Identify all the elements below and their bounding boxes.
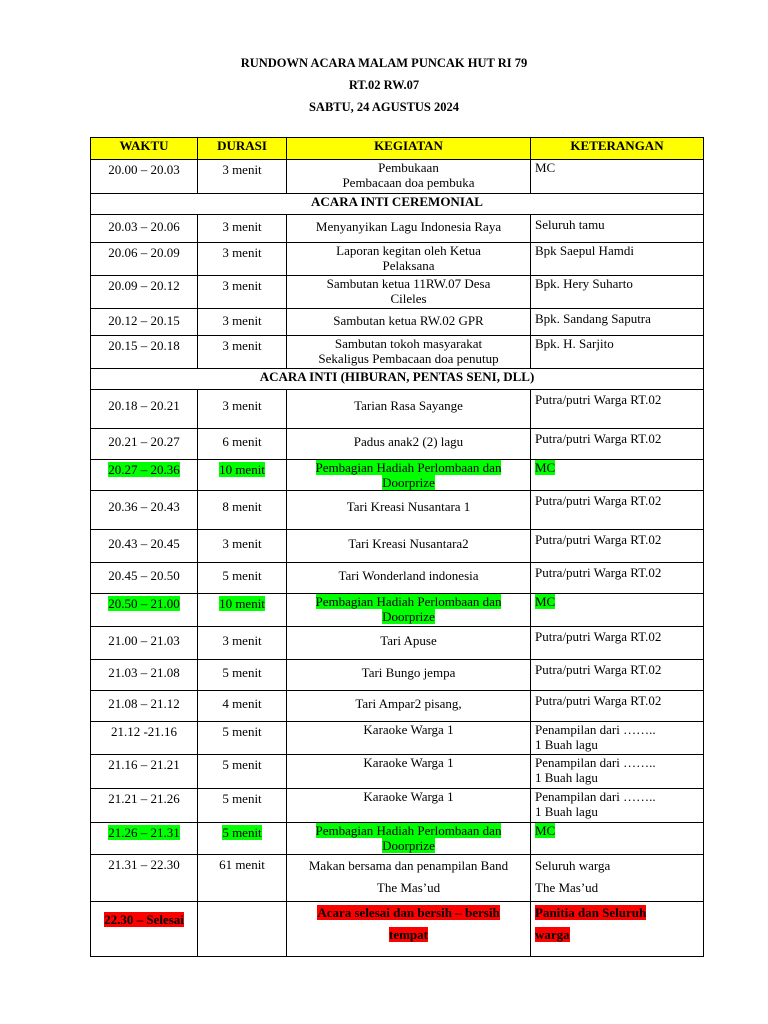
table-row	[91, 309, 704, 336]
activity-line-1: Makan bersama dan penampilan Band	[308, 858, 509, 873]
duration-text: 3 menit	[222, 278, 262, 293]
duration-text: 3 menit	[222, 536, 262, 551]
cell-kegiatan	[287, 390, 531, 429]
table-row	[91, 660, 704, 691]
cell-waktu	[91, 691, 198, 722]
activity-line-1: Tari Kreasi Nusantara 1	[346, 499, 471, 514]
note-line-1: Panitia dan Seluruh	[535, 905, 647, 920]
table-row	[91, 243, 704, 276]
table-row	[91, 429, 704, 460]
table-row	[91, 336, 704, 369]
activity-line-2: Doorprize	[382, 609, 435, 624]
cell-durasi	[198, 243, 287, 276]
activity-line-1: Sambutan ketua 11RW.07 Desa	[326, 276, 491, 291]
header-kegiatan: KEGIATAN	[287, 138, 531, 160]
note-line-1: MC	[535, 160, 556, 175]
duration-text: 5 menit	[222, 665, 262, 680]
title-line-2: RT.02 RW.07	[348, 78, 420, 92]
duration-text: 5 menit	[222, 791, 262, 806]
duration-text: 3 menit	[222, 398, 262, 413]
duration-text: 6 menit	[222, 434, 262, 449]
activity-line-1: Sambutan ketua RW.02 GPR	[333, 313, 484, 328]
cell-keterangan	[531, 660, 704, 691]
activity-line-1: Sambutan tokoh masyarakat	[334, 336, 483, 351]
cell-waktu	[91, 160, 198, 194]
table-header-row	[91, 138, 704, 160]
time-text: 22.30 – Selesai	[104, 912, 184, 927]
cell-waktu	[91, 563, 198, 594]
cell-waktu	[91, 823, 198, 855]
duration-text: 10 menit	[219, 596, 265, 611]
cell-keterangan	[531, 243, 704, 276]
note-line-2: 1 Buah lagu	[535, 770, 598, 785]
cell-durasi	[198, 722, 287, 755]
section-title: ACARA INTI (HIBURAN, PENTAS SENI, DLL)	[91, 369, 704, 390]
cell-keterangan	[531, 276, 704, 309]
cell-keterangan	[531, 530, 704, 563]
cell-keterangan	[531, 594, 704, 627]
activity-line-1: Karaoke Warga 1	[363, 755, 454, 770]
note-line-1: Putra/putri Warga RT.02	[535, 662, 662, 677]
activity-line-1: Tari Kreasi Nusantara2	[348, 536, 469, 551]
cell-kegiatan	[287, 530, 531, 563]
cell-kegiatan	[287, 276, 531, 309]
cell-durasi	[198, 789, 287, 823]
activity-line-2: Doorprize	[382, 475, 435, 490]
time-text: 20.00 – 20.03	[108, 162, 180, 177]
table-row	[91, 722, 704, 755]
cell-durasi	[198, 563, 287, 594]
note-line-1: Bpk. Hery Suharto	[535, 276, 633, 291]
note-line-2: The Mas’ud	[535, 880, 599, 895]
cell-durasi	[198, 902, 287, 957]
cell-waktu	[91, 594, 198, 627]
activity-line-2: Cileles	[390, 291, 427, 306]
title-line-3: SABTU, 24 AGUSTUS 2024	[308, 100, 460, 114]
duration-text: 8 menit	[222, 499, 262, 514]
cell-durasi	[198, 627, 287, 660]
duration-text: 3 menit	[222, 633, 262, 648]
duration-text: 5 menit	[222, 568, 262, 583]
cell-waktu	[91, 336, 198, 369]
activity-line-1: Pembukaan	[378, 160, 439, 175]
activity-line-1: Tari Wonderland indonesia	[338, 568, 479, 583]
time-text: 20.21 – 20.27	[108, 434, 180, 449]
cell-waktu	[91, 429, 198, 460]
cell-durasi	[198, 309, 287, 336]
cell-kegiatan	[287, 243, 531, 276]
table-row	[91, 563, 704, 594]
cell-keterangan	[531, 855, 704, 902]
cell-durasi	[198, 855, 287, 902]
header-durasi: DURASI	[198, 138, 287, 160]
duration-text: 5 menit	[222, 825, 262, 840]
note-line-1: Putra/putri Warga RT.02	[535, 629, 662, 644]
table-row	[91, 530, 704, 563]
time-text: 20.43 – 20.45	[108, 536, 180, 551]
time-text: 21.31 – 22.30	[108, 857, 180, 872]
time-text: 20.36 – 20.43	[108, 499, 180, 514]
table-row	[91, 902, 704, 957]
table-row	[91, 691, 704, 722]
note-line-2: 1 Buah lagu	[535, 737, 598, 752]
cell-waktu	[91, 460, 198, 491]
time-text: 20.03 – 20.06	[108, 219, 180, 234]
cell-waktu	[91, 855, 198, 902]
table-row	[91, 491, 704, 530]
cell-waktu	[91, 276, 198, 309]
cell-keterangan	[531, 823, 704, 855]
activity-line-2: Doorprize	[382, 838, 435, 853]
cell-waktu	[91, 309, 198, 336]
cell-kegiatan	[287, 627, 531, 660]
activity-line-1: Tarian Rasa Sayange	[354, 398, 463, 413]
cell-waktu	[91, 627, 198, 660]
duration-text: 4 menit	[222, 696, 262, 711]
time-text: 21.03 – 21.08	[108, 665, 180, 680]
activity-line-2: tempat	[389, 927, 428, 942]
title-line-1: RUNDOWN ACARA MALAM PUNCAK HUT RI 79	[240, 56, 528, 70]
cell-waktu	[91, 789, 198, 823]
duration-text: 3 menit	[222, 338, 262, 353]
cell-keterangan	[531, 429, 704, 460]
time-text: 20.15 – 20.18	[108, 338, 180, 353]
cell-durasi	[198, 691, 287, 722]
table-row	[91, 789, 704, 823]
cell-kegiatan	[287, 755, 531, 789]
cell-waktu	[91, 722, 198, 755]
activity-line-1: Acara selesai dan bersih – bersih	[317, 905, 500, 920]
table-row	[91, 594, 704, 627]
cell-durasi	[198, 276, 287, 309]
activity-line-2: Pelaksana	[382, 258, 435, 273]
time-text: 20.09 – 20.12	[108, 278, 180, 293]
duration-text: 3 menit	[222, 162, 262, 177]
duration-text: 3 menit	[222, 313, 262, 328]
section-row	[91, 194, 704, 215]
cell-durasi	[198, 336, 287, 369]
cell-keterangan	[531, 390, 704, 429]
activity-line-2: Sekaligus Pembacaan doa penutup	[318, 351, 499, 366]
duration-text: 61 menit	[219, 857, 265, 872]
cell-kegiatan	[287, 722, 531, 755]
cell-durasi	[198, 215, 287, 243]
cell-kegiatan	[287, 336, 531, 369]
cell-kegiatan	[287, 563, 531, 594]
note-line-1: Putra/putri Warga RT.02	[535, 565, 662, 580]
time-text: 21.00 – 21.03	[108, 633, 180, 648]
activity-line-1: Menyanyikan Lagu Indonesia Raya	[315, 219, 502, 234]
cell-keterangan	[531, 491, 704, 530]
time-text: 20.45 – 20.50	[108, 568, 180, 583]
activity-line-2: Pembacaan doa pembuka	[342, 175, 475, 190]
cell-kegiatan	[287, 491, 531, 530]
activity-line-1: Karaoke Warga 1	[363, 789, 454, 804]
cell-kegiatan	[287, 460, 531, 491]
cell-keterangan	[531, 789, 704, 823]
activity-line-1: Pembagian Hadiah Perlombaan dan	[315, 460, 502, 475]
note-line-1: Penampilan dari ……..	[535, 789, 656, 804]
note-line-2: warga	[535, 927, 570, 942]
cell-kegiatan	[287, 902, 531, 957]
time-text: 20.12 – 20.15	[108, 313, 180, 328]
duration-text: 5 menit	[222, 724, 262, 739]
cell-keterangan	[531, 755, 704, 789]
activity-line-1: Pembagian Hadiah Perlombaan dan	[315, 823, 502, 838]
cell-waktu	[91, 755, 198, 789]
duration-text: 10 menit	[219, 462, 265, 477]
cell-durasi	[198, 530, 287, 563]
cell-durasi	[198, 390, 287, 429]
time-text: 20.27 – 20.36	[108, 462, 180, 477]
cell-kegiatan	[287, 789, 531, 823]
activity-line-1: Pembagian Hadiah Perlombaan dan	[315, 594, 502, 609]
note-line-1: Bpk Saepul Hamdi	[535, 243, 634, 258]
section-row	[91, 369, 704, 390]
activity-line-1: Tari Apuse	[380, 633, 437, 648]
cell-durasi	[198, 460, 287, 491]
rundown-table	[90, 137, 704, 957]
time-text: 21.16 – 21.21	[108, 757, 180, 772]
cell-keterangan	[531, 460, 704, 491]
note-line-1: Seluruh tamu	[535, 217, 605, 232]
cell-waktu	[91, 660, 198, 691]
cell-kegiatan	[287, 691, 531, 722]
cell-keterangan	[531, 215, 704, 243]
table-row	[91, 160, 704, 194]
cell-kegiatan	[287, 855, 531, 902]
cell-kegiatan	[287, 160, 531, 194]
cell-waktu	[91, 530, 198, 563]
table-row	[91, 755, 704, 789]
note-line-1: Seluruh warga	[535, 858, 611, 873]
cell-durasi	[198, 491, 287, 530]
cell-keterangan	[531, 627, 704, 660]
cell-kegiatan	[287, 823, 531, 855]
section-title: ACARA INTI CEREMONIAL	[91, 194, 704, 215]
cell-kegiatan	[287, 429, 531, 460]
note-line-1: MC	[535, 823, 556, 838]
cell-durasi	[198, 160, 287, 194]
note-line-1: Bpk. Sandang Saputra	[535, 311, 651, 326]
note-line-1: Penampilan dari ……..	[535, 722, 656, 737]
note-line-1: Penampilan dari ……..	[535, 755, 656, 770]
table-row	[91, 823, 704, 855]
note-line-1: Putra/putri Warga RT.02	[535, 392, 662, 407]
cell-kegiatan	[287, 594, 531, 627]
note-line-1: Putra/putri Warga RT.02	[535, 693, 662, 708]
note-line-1: Putra/putri Warga RT.02	[535, 532, 662, 547]
table-body	[91, 160, 704, 957]
cell-waktu	[91, 491, 198, 530]
time-text: 20.50 – 21.00	[108, 596, 180, 611]
time-text: 20.18 – 20.21	[108, 398, 180, 413]
cell-kegiatan	[287, 660, 531, 691]
time-text: 20.06 – 20.09	[108, 245, 180, 260]
cell-durasi	[198, 429, 287, 460]
note-line-1: Putra/putri Warga RT.02	[535, 431, 662, 446]
activity-line-1: Tari Bungo jempa	[361, 665, 456, 680]
cell-keterangan	[531, 722, 704, 755]
cell-keterangan	[531, 160, 704, 194]
note-line-1: Putra/putri Warga RT.02	[535, 493, 662, 508]
activity-line-2: The Mas’ud	[376, 880, 441, 895]
header-keterangan: KETERANGAN	[531, 138, 704, 160]
note-line-1: MC	[535, 594, 556, 609]
cell-keterangan	[531, 563, 704, 594]
cell-durasi	[198, 594, 287, 627]
cell-keterangan	[531, 902, 704, 957]
header-waktu: WAKTU	[91, 138, 198, 160]
document-title	[0, 52, 768, 118]
duration-text: 3 menit	[222, 219, 262, 234]
cell-durasi	[198, 823, 287, 855]
table-row	[91, 855, 704, 902]
cell-waktu	[91, 902, 198, 957]
note-line-2: 1 Buah lagu	[535, 804, 598, 819]
duration-text: 5 menit	[222, 757, 262, 772]
table-row	[91, 276, 704, 309]
activity-line-1: Karaoke Warga 1	[363, 722, 454, 737]
table-row	[91, 215, 704, 243]
activity-line-1: Laporan kegitan oleh Ketua	[336, 243, 481, 258]
cell-waktu	[91, 390, 198, 429]
cell-durasi	[198, 660, 287, 691]
cell-kegiatan	[287, 309, 531, 336]
activity-line-1: Padus anak2 (2) lagu	[353, 434, 464, 449]
note-line-1: MC	[535, 460, 556, 475]
cell-keterangan	[531, 691, 704, 722]
cell-durasi	[198, 755, 287, 789]
time-text: 21.08 – 21.12	[108, 696, 180, 711]
table-row	[91, 390, 704, 429]
time-text: 21.26 – 21.31	[108, 825, 180, 840]
time-text: 21.12 -21.16	[110, 724, 178, 739]
cell-keterangan	[531, 336, 704, 369]
duration-text: 3 menit	[222, 245, 262, 260]
table-row	[91, 460, 704, 491]
cell-waktu	[91, 243, 198, 276]
cell-keterangan	[531, 309, 704, 336]
cell-kegiatan	[287, 215, 531, 243]
time-text: 21.21 – 21.26	[108, 791, 180, 806]
cell-waktu	[91, 215, 198, 243]
note-line-1: Bpk. H. Sarjito	[535, 336, 614, 351]
activity-line-1: Tari Ampar2 pisang,	[355, 696, 462, 711]
table-row	[91, 627, 704, 660]
